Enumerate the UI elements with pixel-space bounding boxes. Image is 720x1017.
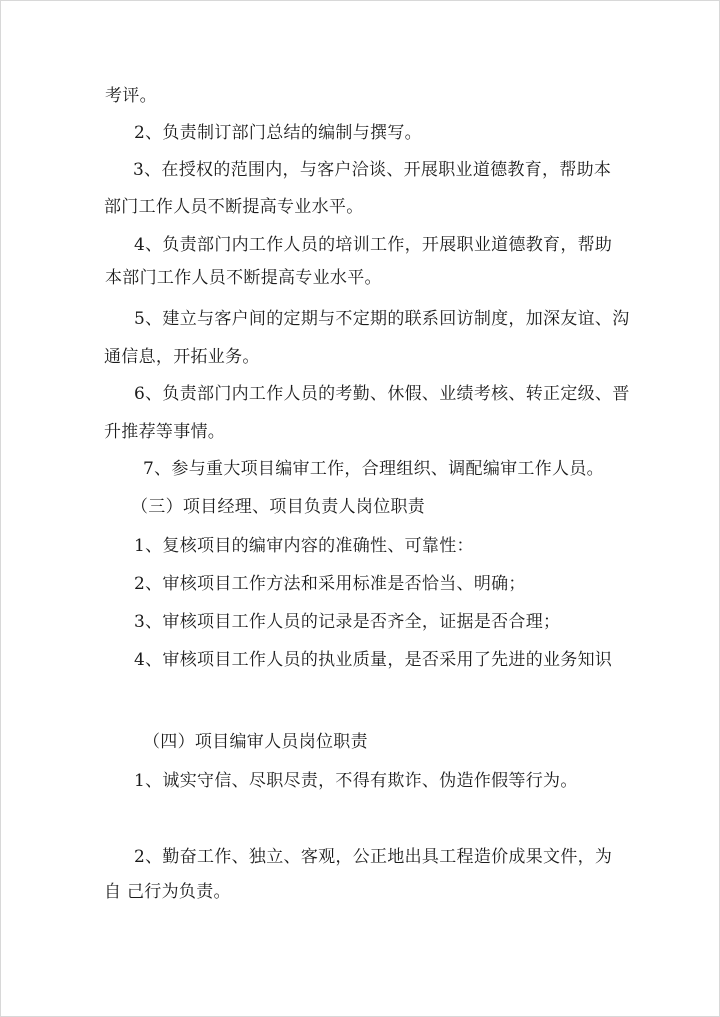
text-line: 通信息，开拓业务。: [104, 347, 260, 367]
text-line: 自 己行为负责。: [104, 882, 231, 902]
text-line: 2、审核项目工作方法和采用标准是否恰当、明确；: [134, 574, 526, 594]
text-line: 3、审核项目工作人员的记录是否齐全，证据是否合理；: [134, 612, 561, 632]
text-line: 4、审核项目工作人员的执业质量，是否采用了先进的业务知识: [134, 650, 613, 670]
text-line: 5、建立与客户间的定期与不定期的联系回访制度，加深友谊、沟: [134, 309, 630, 329]
text-line: 升推荐等事情。: [104, 422, 226, 442]
text-line: 1、诚实守信、尽职尽责，不得有欺诈、伪造作假等行为。: [134, 771, 578, 791]
text-line: 7、参与重大项目编审工作，合理组织、调配编审工作人员。: [143, 459, 604, 479]
section-heading: （三）项目经理、项目负责人岗位职责: [131, 497, 426, 517]
text-line: 2、负责制订部门总结的编制与撰写。: [134, 123, 422, 143]
text-line: 本部门工作人员不断提高专业水平。: [105, 268, 382, 288]
text-line: 3、在授权的范围内，与客户洽谈、开展职业道德教育，帮助本: [133, 160, 612, 180]
text-line: 1、复核项目的编审内容的准确性、可靠性：: [134, 536, 474, 556]
text-line: 2、勤奋工作、独立、客观，公正地出具工程造价成果文件，为: [134, 847, 613, 867]
text-line: 6、负责部门内工作人员的考勤、休假、业绩考核、转正定级、晋: [134, 384, 630, 404]
text-line: 考评。: [105, 86, 157, 106]
text-line: 4、负责部门内工作人员的培训工作，开展职业道德教育，帮助: [134, 235, 613, 255]
section-heading: （四）项目编审人员岗位职责: [143, 732, 368, 752]
text-line: 部门工作人员不断提高专业水平。: [104, 197, 364, 217]
